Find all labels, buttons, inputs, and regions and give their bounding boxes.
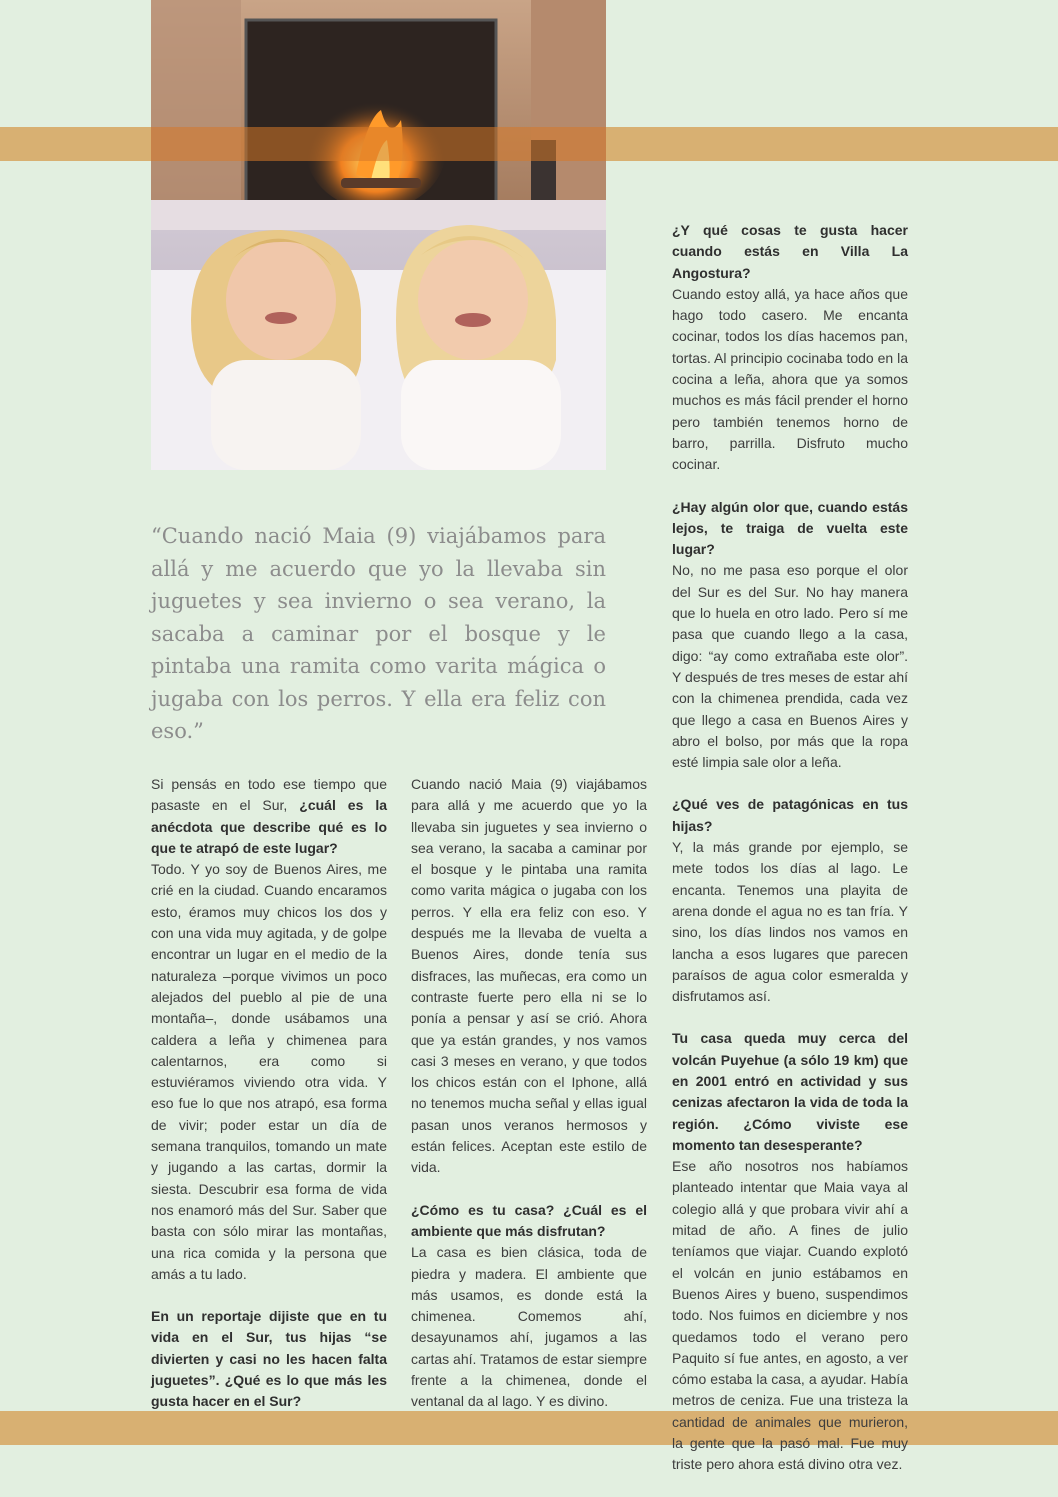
- qa-daughters: [672, 794, 908, 1007]
- qa-smell: [672, 497, 908, 774]
- question-anecdote-intro: Si pensás en todo ese tiempo que pasaste en el Sur,: [151, 776, 387, 814]
- photo-girls-fireplace: [151, 0, 606, 470]
- article-column-left: [151, 774, 387, 1434]
- answer-daughters: Y, la más grande por ejemplo, se mete todos los días al lago. Le encanta. Tenemos una playita de arena donde el agua no es tan fría. Y sino, los días lindos nos vamos en lancha a esos lugares que parecen paraísos de agua color esmeralda y disfrutamos así.: [672, 839, 908, 1005]
- question-toys-text: En un reportaje dijiste que en tu vida en el Sur, tus hijas “se divierten y casi no les hacen falta juguetes”. ¿Qué es lo que más les gusta hacer en el Sur?: [151, 1308, 387, 1410]
- question-smell: ¿Hay algún olor que, cuando estás lejos, te traiga de vuelta este lugar?: [672, 498, 908, 558]
- qa-villa: [672, 220, 908, 476]
- photo-band-overlay: [151, 127, 606, 161]
- question-volcano: Tu casa queda muy cerca del volcán Puyehue (a sólo 19 km) que en 2001 entró en actividad y sus cenizas afectaron la vida de toda la región. ¿Cómo viviste ese momento tan desesperante?: [672, 1030, 908, 1153]
- answer-house: La casa es bien clásica, toda de piedra y madera. El ambiente que más usamos, es donde está la chimenea. Comemos ahí, desayunamos ahí, jugamos a las cartas ahí. Tratamos de estar siempre frente a la chimenea, donde el ventanal da al lago. Y es divino.: [411, 1244, 647, 1410]
- question-villa: ¿Y qué cosas te gusta hacer cuando estás en Villa La Angostura?: [672, 222, 908, 281]
- question-house-text: ¿Cómo es tu casa? ¿Cuál es el ambiente que más disfrutan?: [411, 1201, 647, 1239]
- question-daughters: ¿Qué ves de patagónicas en tus hijas?: [672, 796, 908, 834]
- article-column-middle: [411, 774, 647, 1434]
- question-house: [411, 1200, 647, 1413]
- answer-toys: Cuando nació Maia (9) viajábamos para allá y me acuerdo que yo la llevaba sin juguetes y sea invierno o sea verano, la sacaba a caminar por el bosque y le pintaba una ramita como varita mágica o jugaba con los perros. Y ella era feliz con eso. Y después me la llevaba de vuelta a Buenos Aires, donde tenía sus disfraces, las muñecas, era como un contraste fuerte pero ella ni se lo ponía a pensar y así se crió. Ahora que ya están grandes, y nos vamos casi 3 meses en verano, y que todos los chicos están con el Iphone, allá no tenemos mucha señal y ellas igual pasan unos veranos hermosos y están felices. Aceptan este estilo de vida.: [411, 776, 647, 1176]
- question-toys: [151, 1306, 387, 1412]
- qa-volcano: [672, 1028, 908, 1475]
- answer-smell: No, no me pasa eso porque el olor del Sur es del Sur. No hay manera que lo huela en otro lado. Pero sí me pasa que cuando llego a la casa, digo: “ay como extrañaba este olor”. Y después de tres meses de estar ahí con la chimenea prendida, cada vez que llego a casa en Buenos Aires y abro el bolso, por más que la ropa esté limpia sale olor a leña.: [672, 562, 908, 771]
- pull-quote: “Cuando nació Maia (9) viajábamos para allá y me acuerdo que yo la llevaba sin juguetes y sea invierno o sea verano, la sacaba a caminar por el bosque y le pintaba una ramita como varita mágica o jugaba con los perros. Y ella era feliz con eso.”: [151, 524, 606, 743]
- answer-anecdote: Todo. Y yo soy de Buenos Aires, me crié en la ciudad. Cuando encaramos esto, éramos muy chicos los dos y con una vida muy agitada, y de golpe encontrar un lugar en el medio de la naturaleza –porque vivimos un poco alejados del pueblo al pie de una montaña–, donde usábamos una caldera a leña y chimenea para calentarnos, era como si estuviéramos viviendo otra vida. Y eso fue lo que nos atrapó, esa forma de vivir; poder estar un día de semana tranquilos, tomando un mate y jugando a las cartas, dormir la siesta. Descubrir esa forma de vida nos enamoró más del Sur. Saber que basta con sólo mirar las montañas, una rica comida y la persona que amás a tu lado.: [151, 861, 387, 1282]
- question-anecdote-bold: ¿cuál es la anécdota que describe qué es lo que te atrapó de este lugar?: [151, 797, 388, 856]
- article-column-right: [672, 220, 908, 1497]
- answer-volcano: Ese año nosotros nos habíamos planteado intentar que Maia vaya al colegio allá y que probara vivir ahí a mitad de año. A fines de julio teníamos que viajar. Cuando explotó el volcán en junio estábamos en Buenos Aires y bueno, suspendimos todo. Nos fuimos en diciembre y nos quedamos todo el verano pero Paquito sí fue antes, en agosto, a ver cómo estaba la casa, a ayudar. Había metros de ceniza. Fue una tristeza la cantidad de animales que murieron, la gente que la pasó mal. Fue muy triste pero ahora está divino otra vez.: [672, 1158, 908, 1473]
- answer-villa: Cuando estoy allá, ya hace años que hago todo casero. Me encanta cocinar, todos los días hacemos pan, tortas. Al principio cocinaba todo en la cocina a leña, ahora que ya somos muchos es más fácil prender el horno pero también tenemos horno de barro, parrilla. Disfruto mucho cocinar.: [672, 285, 908, 473]
- question-anecdote: [151, 774, 387, 1285]
